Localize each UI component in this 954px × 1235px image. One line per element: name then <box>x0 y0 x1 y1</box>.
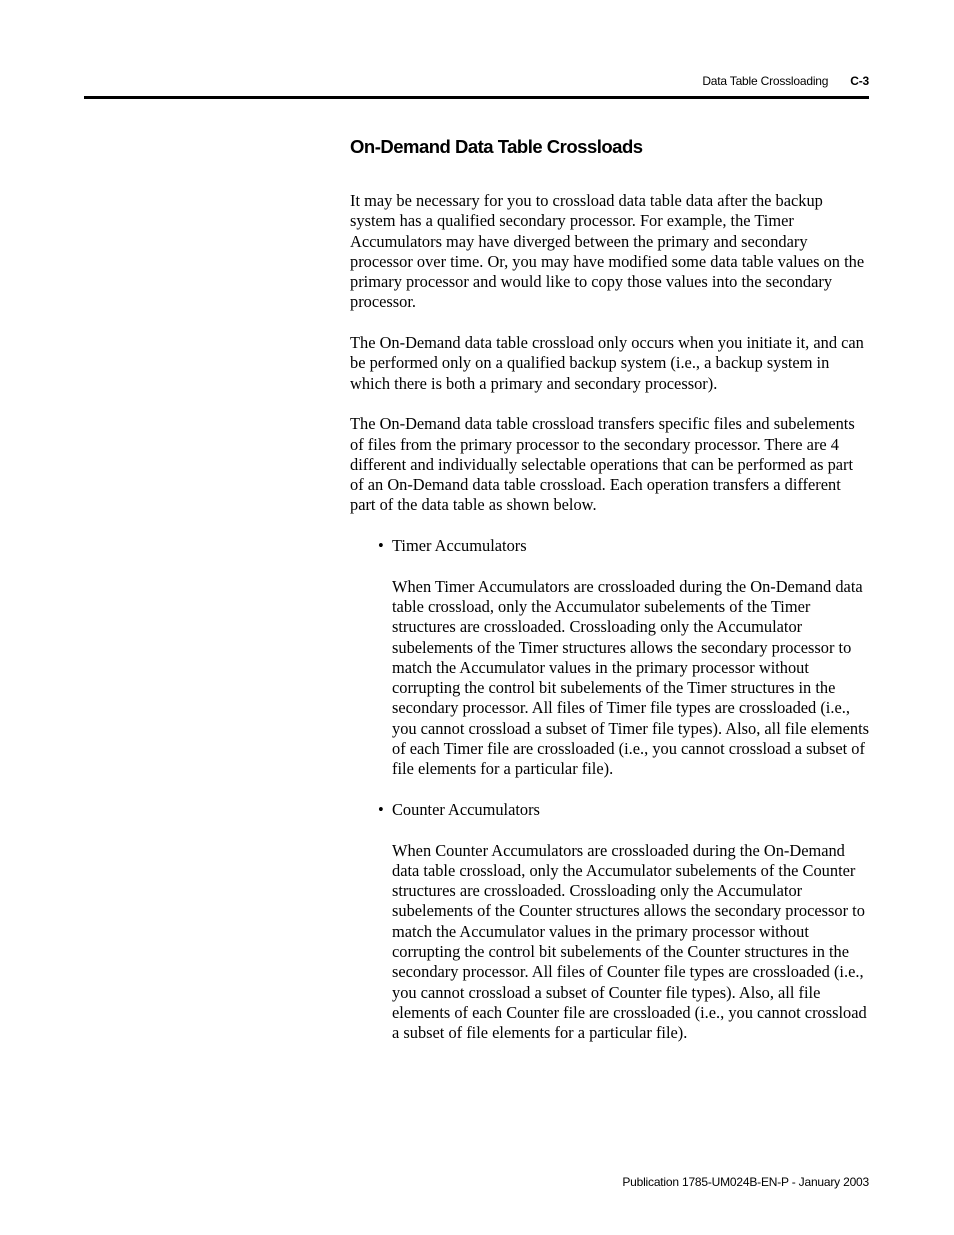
body-paragraph: It may be necessary for you to crossload data table data after the backup system has a qualified secondary processor. For example, the Timer Accumulators may have diverged between the primary and secondary processor over time. Or, you may have modified some data table values on the primary processor and would like to copy those values into the secondary processor. <box>350 191 865 312</box>
bullet-icon: • <box>378 536 384 556</box>
header-rule <box>84 96 869 99</box>
bullet-description: When Counter Accumulators are crossloaded during the On-Demand data table crossload, only the Accumulator subelements of the Counter structures are crossloaded. Crossloading only the Accumulator subelements of the Counter structures allows the secondary processor to match the Accumulator values in the primary processor without corrupting the control bit subelements of the Counter structures in the secondary processor. All files of Counter file types are crossloaded (i.e., you cannot crossload a subset of Counter file types). Also, all file elements of each Counter file are crossloaded (i.e., you cannot crossload a subset of file elements for a particular file). <box>392 840 867 1043</box>
bullet-label: Counter Accumulators <box>392 799 540 819</box>
bullet-description: When Timer Accumulators are crossloaded during the On-Demand data table crossload, only the Accumulator subelements of the Timer structures are crossloaded. Crossloading only the Accumulator subelements of the Timer structures allows the secondary processor to match the Accumulator values in the primary processor without corrupting the control bit subelements of the Timer structures in the secondary processor. All files of Timer file types are crossloaded (i.e., you cannot crossload a subset of Timer file types). Also, all file elements of each Timer file are crossloaded (i.e., you cannot crossload a subset of file elements for a particular file). <box>392 576 870 779</box>
body-paragraph: The On-Demand data table crossload transfers specific files and subelements of files from the primary processor to the secondary processor. There are 4 different and individually selectable operations that can be performed as part of an On-Demand data table crossload. Each operation transfers a different part of the data table as shown below. <box>350 414 855 515</box>
bullet-item-counter-accumulators <box>378 799 870 1044</box>
body-paragraph: The On-Demand data table crossload only occurs when you initiate it, and can be performed only on a qualified backup system (i.e., a backup system in which there is both a primary and secondary processor). <box>350 333 864 393</box>
bullet-item-timer-accumulators <box>378 536 870 780</box>
page-footer: Publication 1785-UM024B-EN-P - January 2003 <box>622 1175 869 1189</box>
section-heading: On-Demand Data Table Crossloads <box>350 136 643 157</box>
header-page-number: C-3 <box>850 74 869 88</box>
bullet-label: Timer Accumulators <box>392 536 527 556</box>
page-content <box>350 134 870 1064</box>
running-header <box>702 74 869 88</box>
bullet-icon: • <box>378 799 384 819</box>
header-section-title: Data Table Crossloading <box>702 74 829 88</box>
